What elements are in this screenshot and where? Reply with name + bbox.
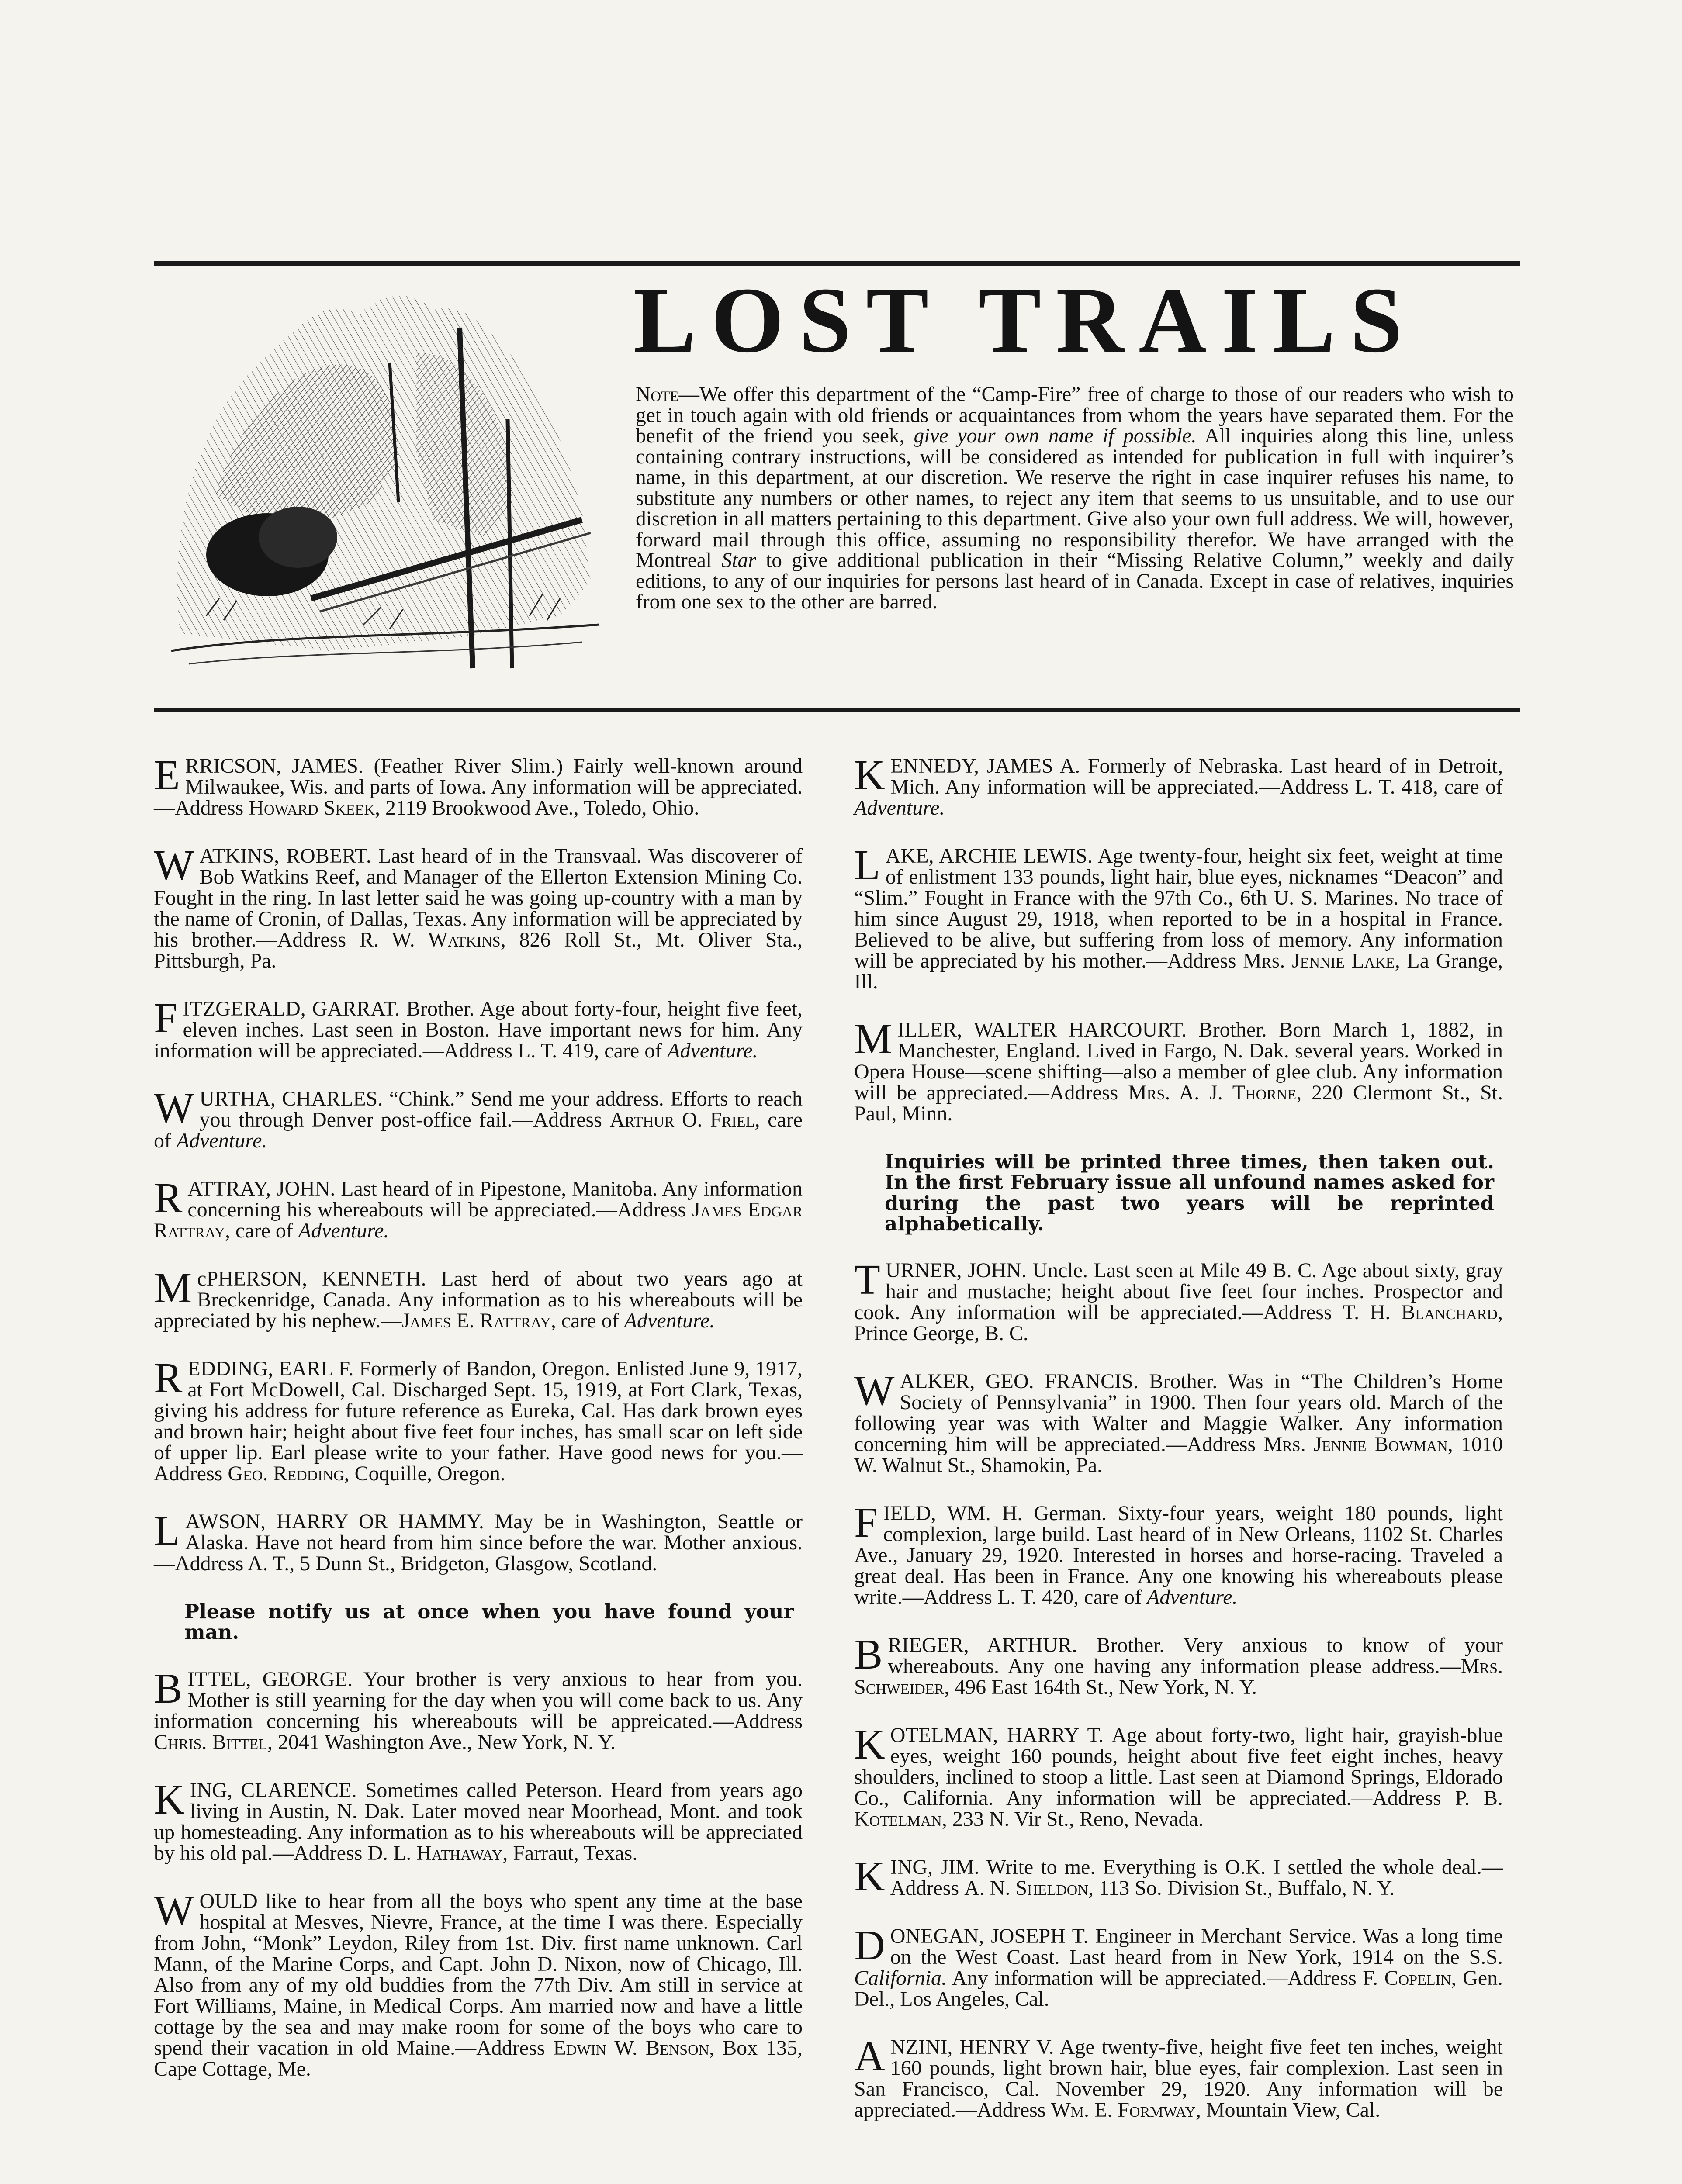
drop-cap: B <box>854 1631 883 1678</box>
top-rule <box>154 261 1520 266</box>
listing-entry: WALKER, GEO. FRANCIS. Brother. Was in “The Children’s Home Society of Pennsylvania” in 1900. Then four years old. March of the following year was with Walter and Maggie Walker. Any information concerning him will be appreciated.—Address Mrs. Jennie Bowman, 1010 W. Walnut St., Shamokin, Pa. <box>854 1367 1503 1477</box>
listing-entry: LAWSON, HARRY OR HAMMY. May be in Washington, Seattle or Alaska. Have not heard from him since before the war. Mother anxious.—Address A. T., 5 Dunn St., Bridgeton, Glasgow, Scotland. <box>154 1507 803 1575</box>
drop-cap: K <box>854 1853 885 1900</box>
drop-cap: K <box>854 752 885 799</box>
listing-entry: BITTEL, GEORGE. Your brother is very anxious to hear from you. Mother is still yearning for the day when you will come back to us. Any information concerning his whereabouts will be appreicated.—Address Chris. Bittel, 2041 Washington Ave., New York, N. Y. <box>154 1665 803 1754</box>
left-column <box>154 752 803 2107</box>
note-italic-text: Star <box>721 549 756 572</box>
drop-cap: M <box>854 1016 893 1063</box>
listing-entry: KENNEDY, JAMES A. Formerly of Nebraska. Last heard of in Detroit, Mich. Any information will be appreciated.—Address L. T. 418, care of Adventure. <box>854 752 1503 819</box>
drop-cap: K <box>854 1721 885 1768</box>
note-italic-text: give your own name if possible. <box>914 425 1197 447</box>
listing-entry: KING, CLARENCE. Sometimes called Peterson. Heard from years ago living in Austin, N. Dak. Later moved near Moorhead, Mont. and took up homesteading. Any information as to his whereabouts will be appreciated by his old pal.—Address D. L. Hathaway, Farraut, Texas. <box>154 1776 803 1865</box>
drop-cap: A <box>854 2033 885 2080</box>
note-label: Note <box>636 383 679 406</box>
note-text: All inquiries along this line, unless containing contrary instructions, will be considered as intended for publication in full with inquirer’s name, in this department, at our discretion. We reserve the right in case inquirer refuses his name, to substitute any numbers or other names, to reject any item that seems to us unsuitable, and to use our discretion in all matters pertaining to this department. Give also your own full address. We will, however, forward mail through this office, assuming no responsibility therefor. We have arranged with the Montreal <box>636 425 1514 572</box>
intro-note <box>636 384 1514 613</box>
drop-cap: W <box>154 1085 194 1132</box>
drop-cap: L <box>154 1507 180 1555</box>
listing-entry: KING, JIM. Write to me. Everything is O.K. I settled the whole deal.—Address A. N. Sheldon, 113 So. Division St., Buffalo, N. Y. <box>854 1853 1503 1900</box>
drop-cap: K <box>154 1776 185 1823</box>
listing-entry: RATTRAY, JOHN. Last heard of in Pipestone, Manitoba. Any information concerning his whereabouts will be appreciated.—Address James Edgar Rattray, care of Adventure. <box>154 1175 803 1242</box>
page-title: LOST TRAILS <box>633 268 1418 372</box>
listing-entry: FITZGERALD, GARRAT. Brother. Age about forty-four, height five feet, eleven inches. Last seen in Boston. Have important news for him. Any information will be appreciated.—Address L. T. 419, care of Adventure. <box>154 995 803 1062</box>
drop-cap: M <box>154 1265 192 1312</box>
listing-entry: REDDING, EARL F. Formerly of Bandon, Oregon. Enlisted June 9, 1917, at Fort McDowell, Cal. Discharged Sept. 15, 1919, at Fort Clark, Texas, giving his address for future reference as Eureka, Cal. Has dark brown eyes and brown hair; height about five feet four inches, has small scar on left side of upper lip. Earl please write to your father. Have good news for you.—Address Geo. Redding, Coquille, Oregon. <box>154 1355 803 1485</box>
listing-entry: WATKINS, ROBERT. Last heard of in the Transvaal. Was discoverer of Bob Watkins Reef, and Manager of the Ellerton Extension Mining Co. Fought in the ring. In last letter said he was going up-country with a man by the name of Cronin, of Dallas, Texas. Any information will be appreciated by his brother.—Address R. W. Watkins, 826 Roll St., Mt. Oliver Sta., Pittsburgh, Pa. <box>154 842 803 972</box>
note-text: —We offer this department of the “Camp-Fire” free of charge to those of our readers who wish to get in touch again with old friends or acquaintances from whom the years have separated them. For the benefit of the friend you seek, <box>636 383 1514 447</box>
drop-cap: R <box>154 1175 183 1222</box>
drop-cap: R <box>154 1355 183 1402</box>
editorial-notice: Please notify us at once when you have found your man. <box>184 1600 794 1644</box>
drop-cap: T <box>854 1256 880 1303</box>
listing-entry: WURTHA, CHARLES. “Chink.” Send me your address. Efforts to reach you through Denver post-office fail.—Address Arthur O. Friel, care of Adventure. <box>154 1085 803 1152</box>
listing-entry: FIELD, WM. H. German. Sixty-four years, weight 180 pounds, light complexion, large build. Last heard of in New Orleans, 1102 St. Charles Ave., January 29, 1920. Interested in horses and horse-racing. Traveled a great deal. Has been in France. Any one knowing his whereabouts please write.—Address L. T. 420, care of Adventure. <box>854 1499 1503 1609</box>
drop-cap: L <box>854 842 880 889</box>
listing-entry: MILLER, WALTER HARCOURT. Brother. Born March 1, 1882, in Manchester, England. Lived in Fargo, N. Dak. several years. Worked in Opera House—scene shifting—also a member of glee club. Any information will be appreciated.—Address Mrs. A. J. Thorne, 220 Clermont St., St. Paul, Minn. <box>854 1016 1503 1125</box>
listing-entry: TURNER, JOHN. Uncle. Last seen at Mile 49 B. C. Age about sixty, gray hair and mustache; height about five feet four inches. Prospector and cook. Any information will be appreciated.—Address T. H. Blanchard, Prince George, B. C. <box>854 1256 1503 1345</box>
right-column <box>854 752 1503 2148</box>
drop-cap: W <box>854 1367 895 1414</box>
drop-cap: W <box>154 842 194 889</box>
note-text: to give additional publication in their “Missing Relative Column,” weekly and daily editions, to any of our inquiries for persons last heard of in Canada. Except in case of relatives, inquiries from one sex to the other are barred. <box>636 549 1514 613</box>
forest-illustration <box>154 275 613 686</box>
drop-cap: F <box>854 1499 878 1546</box>
listing-entry: WOULD like to hear from all the boys who spent any time at the base hospital at Mesves, Nievre, France, at the time I was there. Especially from John, “Monk” Leydon, Riley from 1st. Div. first name unknown. Carl Mann, of the Marine Corps, and Capt. John D. Nixon, now of Chicago, Ill. Also from any of my old buddies from the 77th Div. Am still in service at Fort Williams, Maine, in Medical Corps. Am married now and have a little cottage by the sea and may make room for some of the boys who care to spend their vacation in old Maine.—Address Edwin W. Benson, Box 135, Cape Cottage, Me. <box>154 1887 803 2080</box>
listing-entry: KOTELMAN, HARRY T. Age about forty-two, light hair, grayish-blue eyes, weight 160 pounds, height about five feet eight inches, heavy shoulders, inclined to stoop a little. Last seen at Diamond Springs, Eldorado Co., California. Any information will be appreciated.—Address P. B. Kotelman, 233 N. Vir St., Reno, Nevada. <box>854 1721 1503 1831</box>
drop-cap: D <box>854 1922 885 1969</box>
listing-entry: McPHERSON, KENNETH. Last herd of about two years ago at Breckenridge, Canada. Any information as to his whereabouts will be appreciated by his nephew.—James E. Rattray, care of Adventure. <box>154 1265 803 1332</box>
editorial-notice: Inquiries will be printed three times, then taken out. In the first February issue all unfound names asked for during the past two years will be reprinted alphabetically. <box>885 1150 1494 1235</box>
drop-cap: W <box>154 1887 194 1934</box>
listing-entry: DONEGAN, JOSEPH T. Engineer in Merchant Service. Was a long time on the West Coast. Last heard from in New York, 1914 on the S.S. California. Any information will be appreciated.—Address F. Copelin, Gen. Del., Los Angeles, Cal. <box>854 1922 1503 2011</box>
listing-entry: ANZINI, HENRY V. Age twenty-five, height five feet ten inches, weight 160 pounds, light brown hair, blue eyes, fair complexion. Last seen in San Francisco, Cal. November 29, 1920. Any information will be appreciated.—Address Wm. E. Formway, Mountain View, Cal. <box>854 2033 1503 2122</box>
drop-cap: F <box>154 995 178 1042</box>
listing-entry: ERRICSON, JAMES. (Feather River Slim.) Fairly well-known around Milwaukee, Wis. and parts of Iowa. Any information will be appreciated.—Address Howard Skeek, 2119 Brookwood Ave., Toledo, Ohio. <box>154 752 803 819</box>
listing-entry: LAKE, ARCHIE LEWIS. Age twenty-four, height six feet, weight at time of enlistment 133 pounds, light hair, blue eyes, nicknames “Deacon” and “Slim.” Fought in France with the 97th Co., 6th U. S. Marines. No trace of him since August 29, 1918, when reported to be in a hospital in France. Believed to be alive, but suffering from loss of memory. Any information will be appreciated by his mother.—Address Mrs. Jennie Lake, La Grange, Ill. <box>854 842 1503 993</box>
drop-cap: B <box>154 1665 183 1712</box>
header-bottom-rule <box>154 708 1520 712</box>
listing-entry: BRIEGER, ARTHUR. Brother. Very anxious to know of your whereabouts. Any one having any information please address.—Mrs. Schweider, 496 East 164th St., New York, N. Y. <box>854 1631 1503 1699</box>
drop-cap: E <box>154 752 180 799</box>
